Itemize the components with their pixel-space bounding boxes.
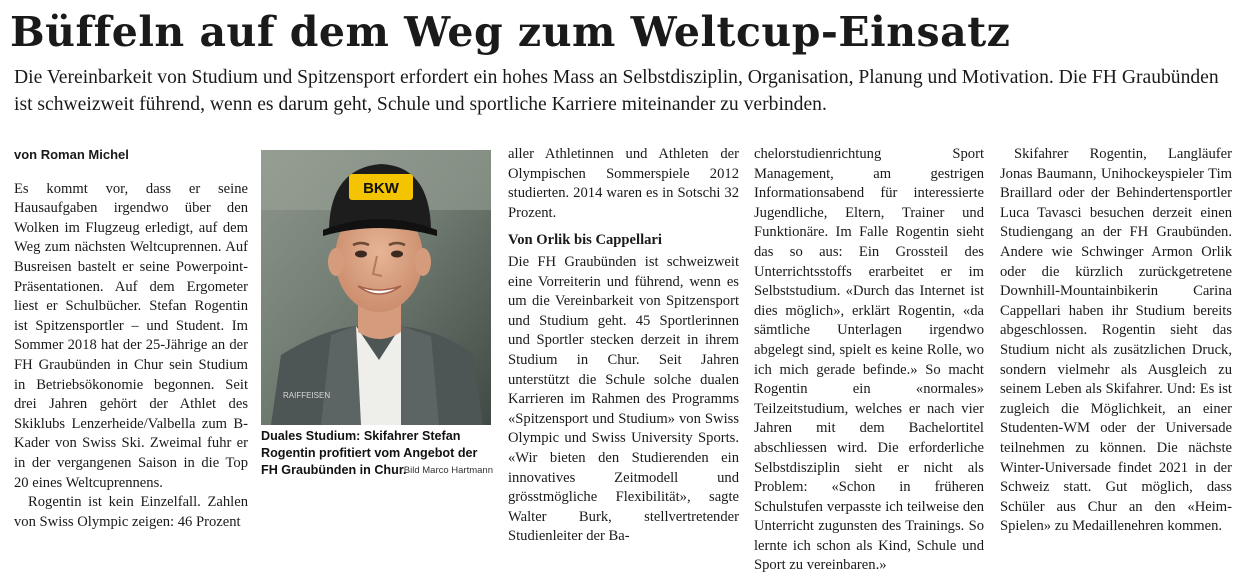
photo-credit: Bild Marco Hartmann — [403, 465, 493, 476]
article-photo — [261, 150, 491, 425]
paragraph: Rogentin ist kein Einzelfall. Zahlen von Swiss Olympic zeigen: 46 Prozent — [14, 494, 248, 530]
cap-logo-text: BKW — [363, 180, 399, 197]
column-1 — [14, 145, 248, 532]
paragraph: chelorstudienrichtung Sport Management, am gestrigen Informationsabend für interessierte Jugendliche, Eltern, Trainer und Funktionäre. Im Falle Rogentin sieht das so aus: Ein Grossteil des Unterrichtsstoffs erarbeitet er im Selbststudium. «Durch das Internet ist dies möglich», erklärt Rogentin, «da sämtliche Unterlagen irgendwo abgelegt sind, spielt es keine Rolle, wo ich mich gerade befinde.» So macht Rogentin ein «normales» Teilzeitstudium, welches er nach vier Jahren mit dem Bachelortitel abschliessen wird. Die erforderliche Selbstdisziplin sieht er nicht als Problem: «Schon in früheren Schulstufen verpasste ich teilweise den Unterricht zugunsten des Trainings. So lernte ich schon als Kind, Schule und Sport zu vereinbaren.» — [754, 146, 984, 574]
jacket-text: RAIFFEISEN — [283, 391, 331, 400]
paragraph: Es kommt vor, dass er seine Hausaufgaben irgendwo über den Wolken im Flugzeug erledigt, auf dem Weg zum nächsten Weltcuprennen. Auf Busreisen bastelt er seine Powerpoint-Präsentationen. Auf dem Ergometer liest er Schulbücher. Stefan Rogentin ist Spitzensportler – und Student. Im Sommer 2018 hat der 25-Jährige an der FH Graubünden in Chur sein Studium in Betriebsökonomie begonnen. Seit drei Jahren gehört der Athlet des Skiklubs Lenzerheide/Valbella zum B-Kader von Swiss Ski. Zweimal fuhr er in der vergangenen Saison in die Top 20 eines Weltcuprennens. — [14, 180, 248, 491]
headline: Büffeln auf dem Weg zum Weltcup-Einsatz — [10, 8, 1011, 56]
subheading: Von Orlik bis Cappellari — [508, 232, 662, 249]
caption-text: Duales Studium: Skifahrer Stefan Rogentin profitiert vom Angebot der FH Graubünden in Chur. — [261, 429, 478, 477]
paragraph: aller Athletinnen und Athleten der Olympischen Sommerspiele 2012 studierten. 2014 waren es in Sotschi 32 Prozent. — [508, 146, 739, 221]
column-3 — [508, 145, 739, 547]
lead-paragraph: Die Vereinbarkeit von Studium und Spitzensport erfordert ein hohes Mass an Selbstdisziplin, Organisation, Planung und Motivation. Die FH Graubünden ist schweizweit führend, wenn es darum geht, Schule und sportliche Karriere miteinander zu verbinden. — [14, 67, 1219, 115]
photo-caption — [261, 428, 493, 479]
paragraph: Die FH Graubünden ist schweizweit eine Vorreiterin und führend, wenn es um die Vereinbarkeit von Spitzensport und Studium geht. 45 Sportlerinnen und Sportler stecken derzeit in ihrem Studium in Chur. Seit Jahren unterstützt die Schule solche dualen Karrieren im Rahmen des Programms «Spitzensport und Studium» von Swiss Olympic und Swiss University Sports. «Wir bieten den Studierenden ein innovatives Zeitmodell und grösstmögliche Flexibilität», sagte Walter Burk, stellvertretender Studienleiter der Ba- — [508, 253, 739, 545]
skier-portrait-illustration — [261, 150, 491, 425]
column-5 — [1000, 145, 1232, 537]
byline: von Roman Michel — [14, 147, 129, 162]
paragraph: Skifahrer Rogentin, Langläufer Jonas Baumann, Unihockeyspieler Tim Braillard oder der Behindertensportler Luca Tavasci besuchen derzeit einen Studiengang an der FH Graubünden. Andere wie Schwinger Armon Orlik oder die kürzlich zurückgetretene Downhill-Mountainbikerin Carina Cappellari haben ihr Studium bereits abgeschlossen. Rogentin sieht das Studium nicht als zusätzlichen Druck, sondern vielmehr als Ausgleich zu seinem Leben als Skifahrer. Und: Es ist zugleich die Möglichkeit, an einer Studenten-WM oder der Universade teilnehmen zu können. Die nächste Winter-Universade findet 2021 in der Schweiz statt. Gut möglich, dass Schüler aus Chur an den «Heim-Spielen» zu Medaillenehren kommen. — [1000, 146, 1232, 535]
column-4 — [754, 145, 984, 576]
